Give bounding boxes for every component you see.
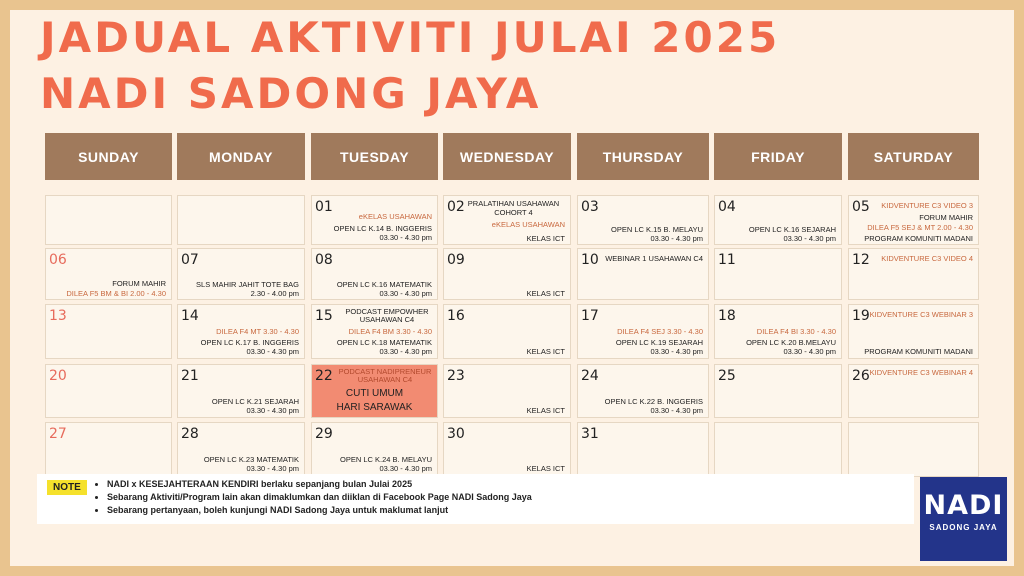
event-text: PROGRAM KOMUNITI MADANI — [864, 347, 973, 356]
calendar-cell[interactable] — [177, 364, 305, 418]
event-text: eKELAS USAHAWAN — [358, 212, 432, 221]
event-time: 03.30 - 4.30 pm — [783, 234, 836, 243]
calendar-cell[interactable] — [443, 364, 571, 418]
day-number: 03 — [581, 199, 599, 215]
event-text: KELAS ICT — [526, 464, 565, 473]
calendar-cell[interactable] — [577, 195, 709, 245]
event-text: OPEN LC K.15 B. MELAYU — [611, 225, 703, 234]
event-text: DILEA F4 BM 3.30 - 4.30 — [348, 327, 432, 336]
calendar-cell[interactable] — [848, 195, 979, 245]
day-number: 11 — [718, 252, 736, 268]
day-number: 01 — [315, 199, 333, 215]
day-number: 22 — [315, 368, 333, 384]
event-text: SLS MAHIR JAHIT TOTE BAG — [196, 280, 299, 289]
event-text: COHORT 4 — [494, 208, 533, 217]
event-text: DILEA F4 MT 3.30 - 4.30 — [216, 327, 299, 336]
day-number: 21 — [181, 368, 199, 384]
calendar-cell[interactable] — [311, 248, 438, 300]
day-number: 14 — [181, 308, 199, 324]
note-item: • NADI x KESEJAHTERAAN KENDIRI berlaku sepanjang bulan Julai 2025 — [107, 478, 532, 491]
day-number: 29 — [315, 426, 333, 442]
event-time: 2.30 - 4.00 pm — [250, 289, 299, 298]
calendar-cell-holiday[interactable] — [311, 364, 438, 418]
calendar-cell-empty — [714, 422, 842, 477]
calendar-cell[interactable] — [311, 195, 438, 245]
calendar-cell[interactable] — [177, 304, 305, 359]
event-time: 03.30 - 4.30 pm — [379, 464, 432, 473]
event-text: KELAS ICT — [526, 347, 565, 356]
day-number: 20 — [49, 368, 67, 384]
page-subtitle: NADI SADONG JAYA — [40, 69, 542, 118]
page-title: JADUAL AKTIVITI JULAI 2025 — [40, 13, 781, 62]
calendar-cell[interactable] — [848, 248, 979, 300]
day-number: 04 — [718, 199, 736, 215]
event-text: OPEN LC K.23 MATEMATIK — [203, 455, 299, 464]
calendar-cell[interactable] — [177, 248, 305, 300]
day-number: 05 — [852, 199, 870, 215]
calendar-cell[interactable] — [443, 304, 571, 359]
event-text: OPEN LC K.21 SEJARAH — [211, 397, 299, 406]
calendar-cell[interactable] — [45, 422, 172, 477]
logo-sub-text: SADONG JAYA — [929, 523, 998, 532]
event-text: USAHAWAN C4 — [359, 315, 415, 324]
calendar-cell[interactable] — [577, 248, 709, 300]
calendar-cell[interactable] — [311, 422, 438, 477]
event-time: 03.30 - 4.30 pm — [650, 234, 703, 243]
nadi-logo — [920, 477, 1007, 561]
event-text: OPEN LC K.14 B. INGGERIS — [333, 224, 432, 233]
calendar-cell[interactable] — [45, 248, 172, 300]
calendar-cell[interactable] — [848, 304, 979, 359]
event-text: OPEN LC K.22 B. INGGERIS — [604, 397, 703, 406]
header-wednesday: WEDNESDAY — [443, 133, 571, 180]
calendar-cell[interactable] — [714, 248, 842, 300]
event-text: eKELAS USAHAWAN — [491, 220, 565, 229]
day-number: 26 — [852, 368, 870, 384]
calendar-cell[interactable] — [45, 304, 172, 359]
day-number: 12 — [852, 252, 870, 268]
event-text: WEBINAR 1 USAHAWAN C4 — [605, 254, 703, 263]
note-item: • Sebarang pertanyaan, boleh kunjungi NADI Sadong Jaya untuk maklumat lanjut — [107, 504, 532, 517]
day-number: 25 — [718, 368, 736, 384]
event-text: DILEA F4 BI 3.30 - 4.30 — [756, 327, 836, 336]
event-text: OPEN LC K.16 SEJARAH — [748, 225, 836, 234]
event-text: OPEN LC K.16 MATEMATIK — [336, 280, 432, 289]
day-number: 17 — [581, 308, 599, 324]
event-text: USAHAWAN C4 — [357, 375, 413, 384]
event-text: KIDVENTURE C3 VIDEO 4 — [881, 254, 973, 263]
event-text: OPEN LC K.18 MATEMATIK — [336, 338, 432, 347]
day-number: 10 — [581, 252, 599, 268]
event-text: OPEN LC K.17 B. INGGERIS — [200, 338, 299, 347]
event-time: 03.30 - 4.30 pm — [379, 233, 432, 242]
event-time: 03.30 - 4.30 pm — [246, 347, 299, 356]
calendar-cell[interactable] — [577, 304, 709, 359]
day-number: 09 — [447, 252, 465, 268]
event-time: 03.30 - 4.30 pm — [650, 406, 703, 415]
day-number: 27 — [49, 426, 67, 442]
note-item: • Sebarang Aktiviti/Program lain akan dimaklumkan dan diiklan di Facebook Page NADI Sadong Jaya — [107, 491, 532, 504]
event-text: PODCAST EMPOWHER — [345, 307, 429, 316]
event-text: PRALATIHAN USAHAWAN — [467, 199, 560, 208]
calendar-cell[interactable] — [443, 422, 571, 477]
event-text: DILEA F5 SEJ & MT 2.00 - 4.30 — [867, 223, 973, 232]
day-number: 31 — [581, 426, 599, 442]
event-time: 03.30 - 4.30 pm — [650, 347, 703, 356]
event-text: OPEN LC K.19 SEJARAH — [615, 338, 703, 347]
event-text: PODCAST NADIPRENEUR — [338, 367, 432, 376]
note-box — [37, 474, 914, 524]
event-time: 03.30 - 4.30 pm — [246, 464, 299, 473]
day-number: 02 — [447, 199, 465, 215]
calendar-cell[interactable] — [848, 364, 979, 418]
calendar-cell[interactable] — [443, 248, 571, 300]
calendar-cell[interactable] — [443, 195, 571, 245]
day-number: 16 — [447, 308, 465, 324]
event-text: KIDVENTURE C3 VIDEO 3 — [881, 201, 973, 210]
header-monday: MONDAY — [177, 133, 305, 180]
note-list — [93, 478, 532, 517]
header-tuesday: TUESDAY — [311, 133, 438, 180]
event-time: 03.30 - 4.30 pm — [379, 289, 432, 298]
header-sunday: SUNDAY — [45, 133, 172, 180]
event-text: KELAS ICT — [526, 289, 565, 298]
calendar-cell-empty — [848, 422, 979, 477]
event-text: PROGRAM KOMUNITI MADANI — [864, 234, 973, 243]
day-number: 13 — [49, 308, 67, 324]
note-tag: NOTE — [47, 480, 87, 495]
header-thursday: THURSDAY — [577, 133, 709, 180]
day-number: 24 — [581, 368, 599, 384]
holiday-name: HARI SARAWAK — [336, 402, 413, 413]
calendar-cell-empty — [177, 195, 305, 245]
calendar-cell[interactable] — [577, 364, 709, 418]
calendar-cell[interactable] — [714, 364, 842, 418]
event-text: FORUM MAHIR — [112, 279, 166, 288]
event-text: KIDVENTURE C3 WEBINAR 4 — [869, 368, 973, 377]
calendar-cell[interactable] — [177, 422, 305, 477]
calendar-cell[interactable] — [577, 422, 709, 477]
holiday-label: CUTI UMUM — [345, 388, 404, 399]
calendar-cell[interactable] — [45, 364, 172, 418]
calendar-cell[interactable] — [311, 304, 438, 359]
event-text: FORUM MAHIR — [919, 213, 973, 222]
day-number: 06 — [49, 252, 67, 268]
event-time: 03.30 - 4.30 pm — [379, 347, 432, 356]
event-text: DILEA F4 SEJ 3.30 - 4.30 — [617, 327, 703, 336]
event-text: KELAS ICT — [526, 234, 565, 243]
event-text: OPEN LC K.24 B. MELAYU — [340, 455, 432, 464]
day-number: 30 — [447, 426, 465, 442]
event-time: 03.30 - 4.30 pm — [783, 347, 836, 356]
calendar-cell[interactable] — [714, 195, 842, 245]
calendar-cell[interactable] — [714, 304, 842, 359]
event-text: KELAS ICT — [526, 406, 565, 415]
event-time: 03.30 - 4.30 pm — [246, 406, 299, 415]
day-number: 08 — [315, 252, 333, 268]
header-friday: FRIDAY — [714, 133, 842, 180]
header-saturday: SATURDAY — [848, 133, 979, 180]
day-number: 18 — [718, 308, 736, 324]
day-number: 28 — [181, 426, 199, 442]
day-number: 19 — [852, 308, 870, 324]
logo-main-text: NADI — [923, 490, 1004, 521]
event-text: DILEA F5 BM & BI 2.00 - 4.30 — [66, 289, 166, 298]
day-number: 15 — [315, 308, 333, 324]
event-text: OPEN LC K.20 B.MELAYU — [746, 338, 836, 347]
day-number: 23 — [447, 368, 465, 384]
day-number: 07 — [181, 252, 199, 268]
event-text: KIDVENTURE C3 WEBINAR 3 — [869, 310, 973, 319]
calendar-cell-empty — [45, 195, 172, 245]
